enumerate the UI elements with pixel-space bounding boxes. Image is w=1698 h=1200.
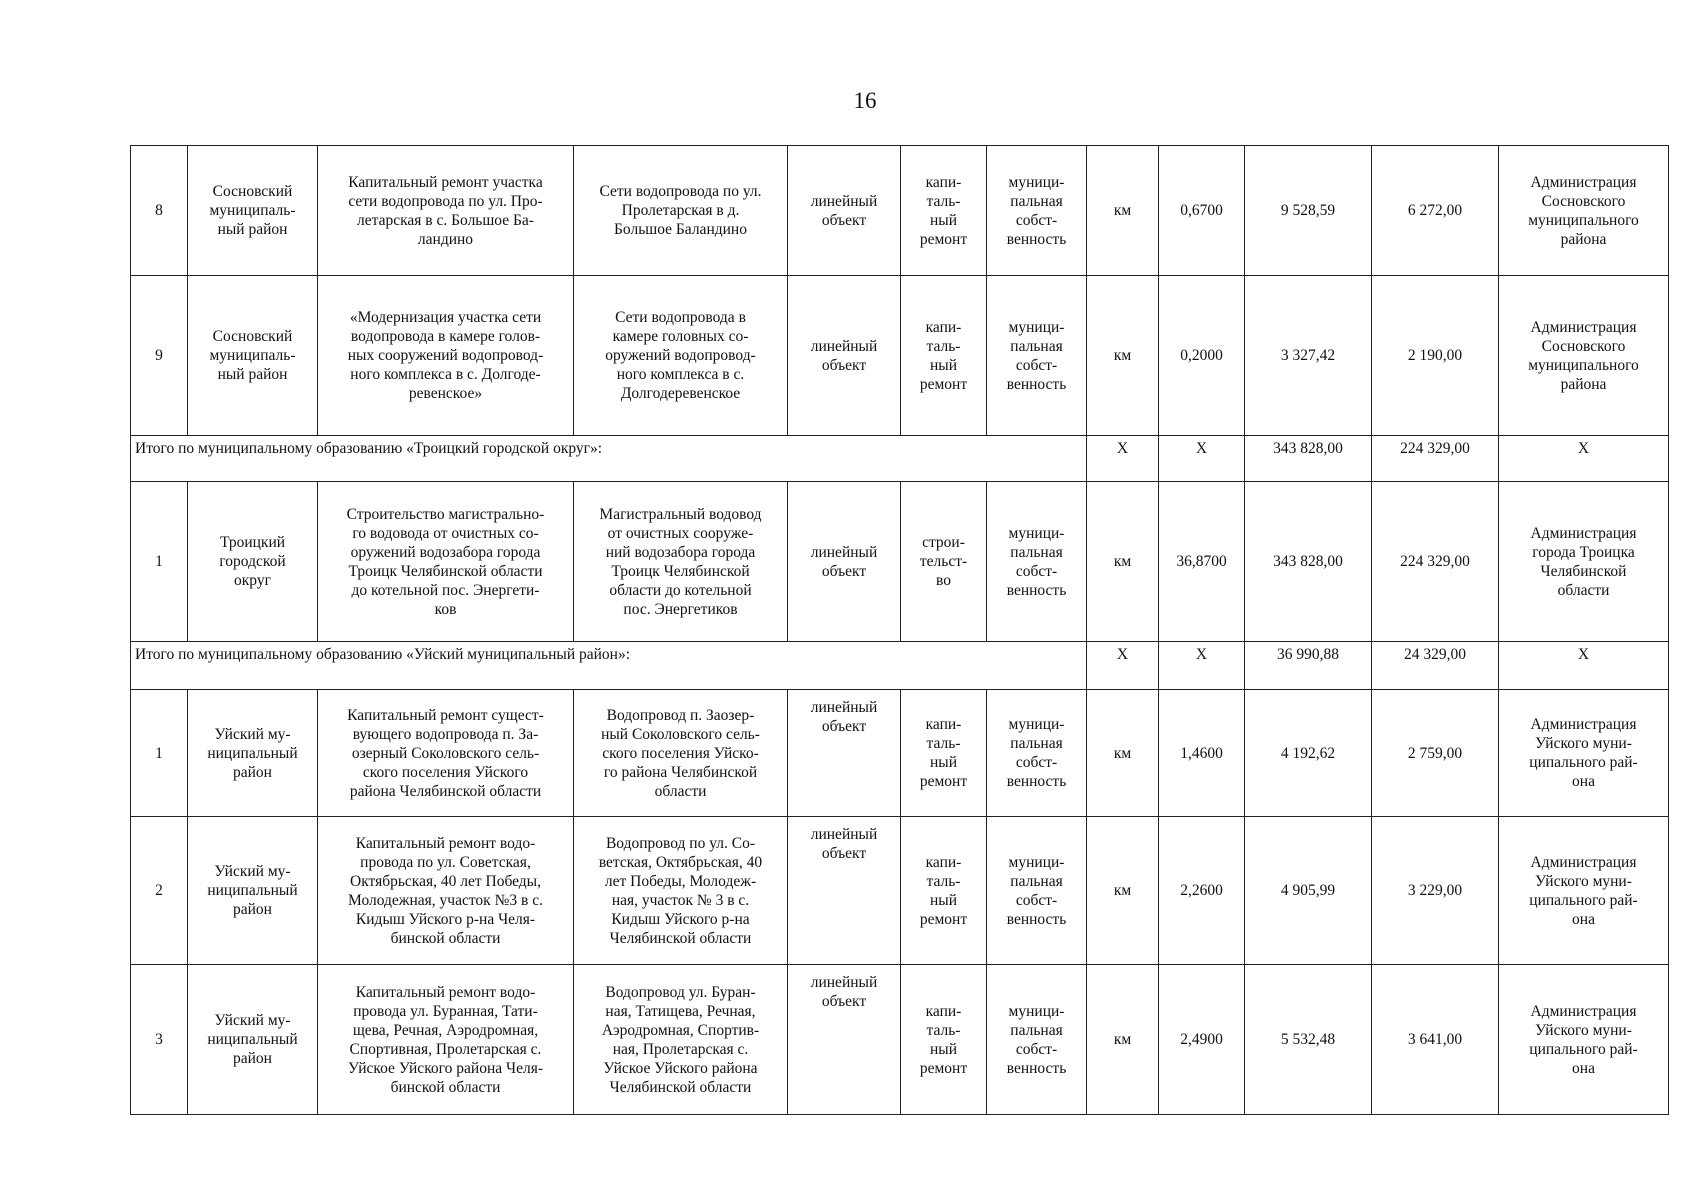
summary-cost: 36 990,88 [1245, 642, 1372, 690]
object-cell: Водопровод по ул. Со- ветская, Октябрьская, 40 лет Победы, Молодеж- ная, участок № 3 в с. Кидыш Уйского р-на Челябинской области [574, 817, 788, 965]
summary-unit: X [1087, 642, 1159, 690]
row-number: 9 [131, 276, 188, 436]
work-type-cell: капи- таль- ный ремонт [901, 146, 987, 276]
subsidy-cell: 224 329,00 [1372, 482, 1499, 642]
object-type-cell: линейный объект [788, 276, 901, 436]
activity-cell: Капитальный ремонт сущест- вующего водопровода п. За- озерный Соколовского сель- ского поселения Уйского района Челябинской области [318, 690, 574, 817]
registry-table [130, 145, 1669, 1115]
summary-capacity: X [1159, 436, 1245, 482]
object-type-cell: линейный объект [788, 965, 901, 1115]
unit-cell: км [1087, 276, 1159, 436]
table-row [131, 817, 1669, 965]
summary-subsidy: 24 329,00 [1372, 642, 1499, 690]
work-type-cell: капи- таль- ный ремонт [901, 817, 987, 965]
activity-cell: Капитальный ремонт водо- провода по ул. Советская, Октябрьская, 40 лет Победы, Молодежная, участок №3 в с. Кидыш Уйского р-на Челя- бинской области [318, 817, 574, 965]
activity-cell: Капитальный ремонт водо- провода ул. Буранная, Тати- щева, Речная, Аэродромная, Спортивная, Пролетарская с. Уйское Уйского района Челя- бинской области [318, 965, 574, 1115]
cost-cell: 5 532,48 [1245, 965, 1372, 1115]
work-type-cell: капи- таль- ный ремонт [901, 965, 987, 1115]
customer-cell: Администрация Уйского муни- ципального рай- она [1499, 817, 1669, 965]
capacity-cell: 1,4600 [1159, 690, 1245, 817]
object-type-cell: линейный объект [788, 482, 901, 642]
summary-row [131, 436, 1669, 482]
summary-customer: X [1499, 642, 1669, 690]
cost-cell: 9 528,59 [1245, 146, 1372, 276]
municipality-cell: Сосновский муниципаль- ный район [188, 276, 318, 436]
customer-cell: Администрация города Троицка Челябинской области [1499, 482, 1669, 642]
row-number: 2 [131, 817, 188, 965]
object-cell: Водопровод п. Заозер- ный Соколовского сель- ского поселения Уйско- го района Челябинской области [574, 690, 788, 817]
object-type-cell: линейный объект [788, 690, 901, 817]
subsidy-cell: 2 759,00 [1372, 690, 1499, 817]
unit-cell: км [1087, 817, 1159, 965]
cost-cell: 4 192,62 [1245, 690, 1372, 817]
activity-cell: «Модернизация участка сети водопровода в камере голов- ных сооружений водопровод- ного комплекса в с. Долгоде- ревенское» [318, 276, 574, 436]
ownership-cell: муници- пальная собст- венность [987, 482, 1087, 642]
summary-cost: 343 828,00 [1245, 436, 1372, 482]
subsidy-cell: 3 229,00 [1372, 817, 1499, 965]
summary-capacity: X [1159, 642, 1245, 690]
object-type-cell: линейный объект [788, 146, 901, 276]
unit-cell: км [1087, 146, 1159, 276]
table-row [131, 690, 1669, 817]
page-number: 16 [853, 88, 877, 113]
work-type-cell: строи- тельст- во [901, 482, 987, 642]
table-row [131, 965, 1669, 1115]
ownership-cell: муници- пальная собст- венность [987, 965, 1087, 1115]
object-type-cell: линейный объект [788, 817, 901, 965]
customer-cell: Администрация Уйского муни- ципального рай- она [1499, 965, 1669, 1115]
ownership-cell: муници- пальная собст- венность [987, 146, 1087, 276]
subsidy-cell: 6 272,00 [1372, 146, 1499, 276]
municipality-cell: Сосновский муниципаль- ный район [188, 146, 318, 276]
unit-cell: км [1087, 482, 1159, 642]
cost-cell: 4 905,99 [1245, 817, 1372, 965]
object-cell: Сети водопровода по ул. Пролетарская в д. Большое Баландино [574, 146, 788, 276]
municipality-cell: Уйский му- ниципальный район [188, 965, 318, 1115]
row-number: 1 [131, 690, 188, 817]
table-row [131, 146, 1669, 276]
summary-label: Итого по муниципальному образованию «Троицкий городской округ»: [131, 436, 1087, 482]
table-row [131, 482, 1669, 642]
capacity-cell: 2,4900 [1159, 965, 1245, 1115]
municipality-cell: Троицкий городской округ [188, 482, 318, 642]
ownership-cell: муници- пальная собст- венность [987, 276, 1087, 436]
row-number: 1 [131, 482, 188, 642]
cost-cell: 343 828,00 [1245, 482, 1372, 642]
row-number: 3 [131, 965, 188, 1115]
subsidy-cell: 3 641,00 [1372, 965, 1499, 1115]
capacity-cell: 0,2000 [1159, 276, 1245, 436]
activity-cell: Капитальный ремонт участка сети водопровода по ул. Про- летарская в с. Большое Ба- ландино [318, 146, 574, 276]
unit-cell: км [1087, 965, 1159, 1115]
work-type-cell: капи- таль- ный ремонт [901, 690, 987, 817]
customer-cell: Администрация Уйского муни- ципального рай- она [1499, 690, 1669, 817]
object-cell: Водопровод ул. Буран- ная, Татищева, Речная, Аэродромная, Спортив- ная, Пролетарская с. Уйское Уйского района Челябинской области [574, 965, 788, 1115]
unit-cell: км [1087, 690, 1159, 817]
capacity-cell: 2,2600 [1159, 817, 1245, 965]
municipality-cell: Уйский му- ниципальный район [188, 690, 318, 817]
cost-cell: 3 327,42 [1245, 276, 1372, 436]
municipality-cell: Уйский му- ниципальный район [188, 817, 318, 965]
activity-cell: Строительство магистрально- го водовода от очистных со- оружений водозабора города Троицк Челябинской области до котельной пос. Энергети- ков [318, 482, 574, 642]
summary-unit: X [1087, 436, 1159, 482]
row-number: 8 [131, 146, 188, 276]
customer-cell: Администрация Сосновского муниципального района [1499, 146, 1669, 276]
subsidy-cell: 2 190,00 [1372, 276, 1499, 436]
capacity-cell: 36,8700 [1159, 482, 1245, 642]
ownership-cell: муници- пальная собст- венность [987, 690, 1087, 817]
ownership-cell: муници- пальная собст- венность [987, 817, 1087, 965]
summary-subsidy: 224 329,00 [1372, 436, 1499, 482]
capacity-cell: 0,6700 [1159, 146, 1245, 276]
summary-customer: X [1499, 436, 1669, 482]
work-type-cell: капи- таль- ный ремонт [901, 276, 987, 436]
object-cell: Магистральный водовод от очистных сооруже- ний водозабора города Троицк Челябинской области до котельной пос. Энергетиков [574, 482, 788, 642]
summary-label: Итого по муниципальному образованию «Уйский муниципальный район»: [131, 642, 1087, 690]
object-cell: Сети водопровода в камере головных со- оружений водопровод- ного комплекса в с. Долгодеревенское [574, 276, 788, 436]
customer-cell: Администрация Сосновского муниципального района [1499, 276, 1669, 436]
table-row [131, 276, 1669, 436]
summary-row [131, 642, 1669, 690]
